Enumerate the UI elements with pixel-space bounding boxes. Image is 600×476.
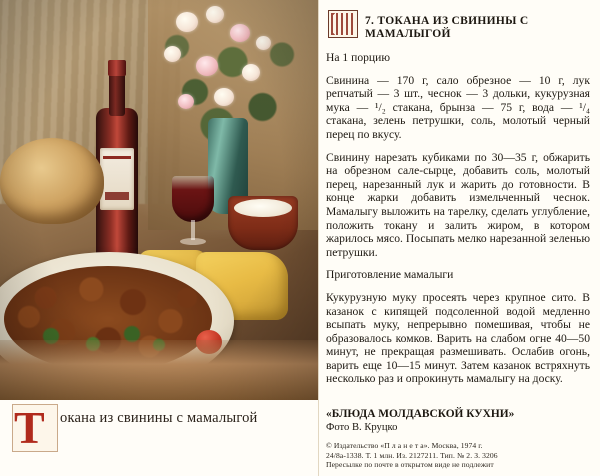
sour-cream-bowl bbox=[228, 196, 298, 250]
flower-icon bbox=[164, 46, 181, 62]
caption-block bbox=[0, 400, 318, 476]
glass-bowl bbox=[172, 176, 214, 222]
flower-icon bbox=[242, 64, 260, 81]
flower-icon bbox=[206, 6, 224, 23]
imprint-line: © Издательство «П л а н е т а». Москва, 1974 г. bbox=[326, 441, 483, 451]
panel-divider bbox=[318, 0, 319, 476]
caption-text: окана из свинины с мамалыгой bbox=[60, 410, 258, 426]
caption-dropcap: Т bbox=[14, 402, 45, 453]
recipe-body bbox=[326, 51, 590, 386]
ingredients-paragraph: Свинина — 170 г, сало обрезное — 10 г, лук репчатый — 3 шт., чеснок — 3 дольки, кукурузная мука — ¹/₂ стакана, брынза — 75 г, вода — ¹/₄ стакана, зелень петрушки, соль, молотый черный перец по вкусу. bbox=[326, 73, 590, 141]
tablecloth bbox=[0, 340, 318, 400]
mamaliga-section-title: Приготовление мамалыги bbox=[326, 268, 454, 282]
flower-icon bbox=[176, 12, 198, 32]
wine-glass bbox=[172, 176, 214, 250]
method-paragraph: Свинину нарезать кубиками по 30—35 г, обжарить на обрезном сале-сырце, добавить соль, молотый перец, нарезанный лук и жарить до готовности. В конце жарки добавить измельченный чеснок. Мамалыгу выложить на тарелку, сделать углубление, положить токану и залить жиром, в котором жарилось мясо. Посыпать мелко нарезанной зеленью петрушки. bbox=[326, 150, 590, 259]
mamaliga-paragraph: Кукурузную муку просеять через крупное сито. В казанок с кипящей подсоленной водой медленно всыпать муку, непрерывно помешивая, чтобы не образовалось комков. Варить на слабом огне 40—50 минут, не прекращая размешивать. Ослабив огонь, варить еще 10—15 минут. Затем казанок встряхнуть несколько раз и опрокинуть мамалыгу на доску. bbox=[326, 290, 590, 386]
glass-foot bbox=[180, 238, 206, 245]
ornament-emblem-icon bbox=[328, 10, 358, 38]
portion-note: На 1 порцию bbox=[326, 51, 390, 64]
imprint-line: Пересылке по почте в открытом виде не подлежит bbox=[326, 460, 494, 470]
card-footer bbox=[326, 408, 592, 470]
recipe-panel bbox=[318, 0, 600, 476]
wine-bottle bbox=[96, 60, 138, 260]
bottle-cap bbox=[108, 60, 126, 76]
imprint-line: 24/8а-1338. Т. 1 млн. Из. 2127211. Тип. № 2. З. 3206 bbox=[326, 450, 498, 460]
flower-icon bbox=[256, 36, 271, 50]
recipe-title: 7. ТОКАНА ИЗ СВИНИНЫ С МАМАЛЫГОЙ bbox=[365, 15, 529, 40]
flower-icon bbox=[230, 24, 250, 42]
food-photograph bbox=[0, 0, 318, 400]
series-title: «БЛЮДА МОЛДАВСКОЙ КУХНИ» bbox=[326, 408, 515, 421]
label-stripe bbox=[103, 156, 131, 159]
imprint-block bbox=[326, 441, 592, 470]
bread-loaf bbox=[0, 138, 104, 224]
flower-icon bbox=[214, 88, 234, 106]
label-text-block bbox=[105, 192, 129, 200]
flower-icon bbox=[178, 94, 194, 109]
bottle-label bbox=[100, 148, 134, 210]
flower-icon bbox=[196, 56, 218, 76]
recipe-header bbox=[328, 10, 590, 41]
photo-credit: Фото В. Круцко bbox=[326, 422, 398, 434]
sour-cream bbox=[234, 199, 292, 217]
emblem-pattern bbox=[331, 13, 355, 35]
glass-stem bbox=[191, 220, 195, 240]
